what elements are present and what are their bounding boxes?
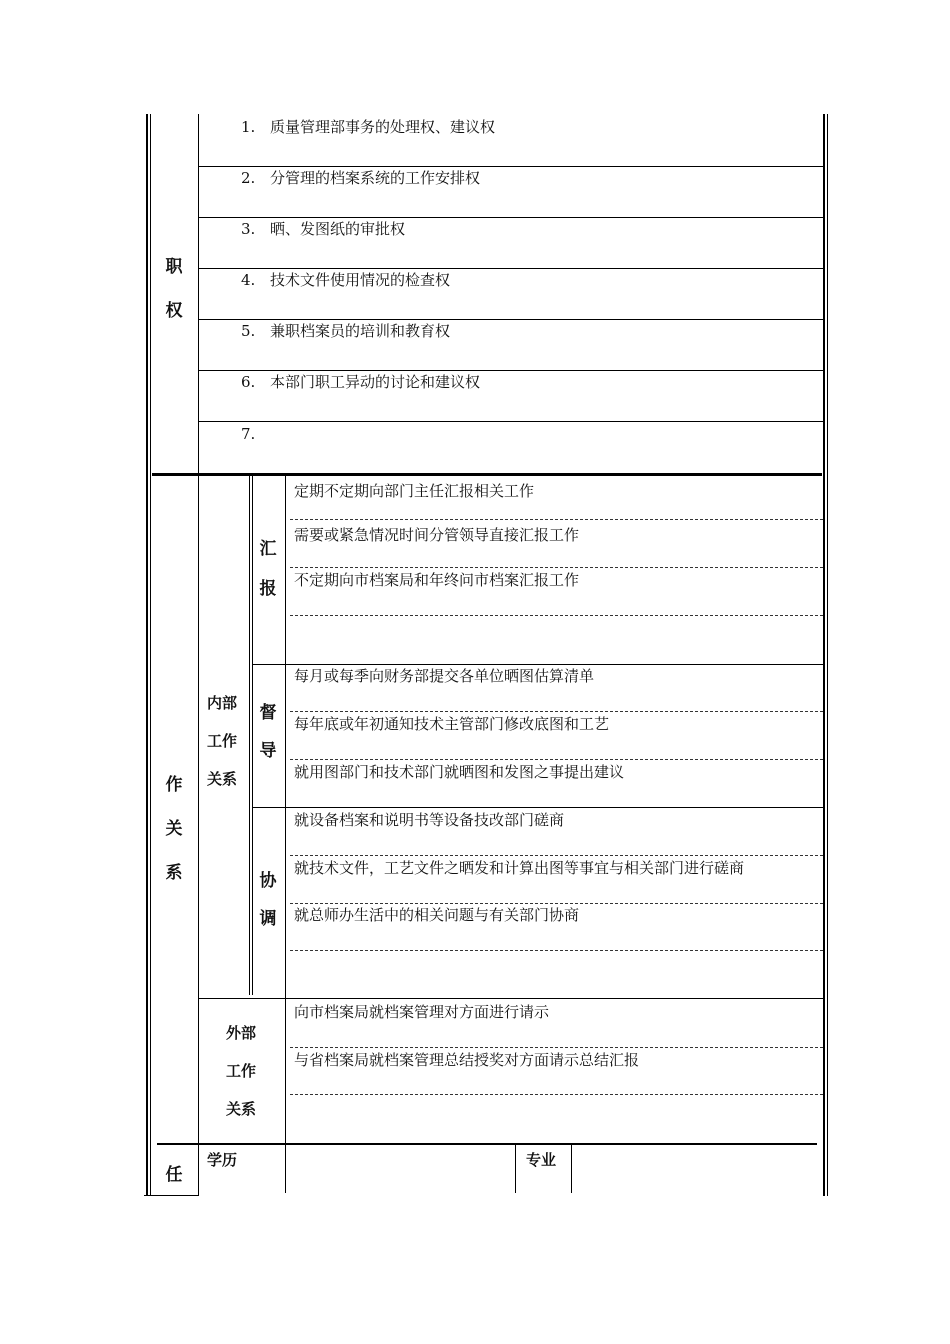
report-label-char: 报 bbox=[259, 579, 277, 599]
rights-item-number: 6. bbox=[241, 373, 256, 391]
supervise-item: 每年底或年初通知技术主管部门修改底图和工艺 bbox=[294, 715, 610, 733]
coordinate-label-char: 协 bbox=[259, 871, 277, 891]
major-label: 专业 bbox=[526, 1151, 557, 1169]
supervise-label bbox=[256, 698, 280, 761]
rights-item-number: 2. bbox=[241, 169, 256, 187]
dashed-divider bbox=[290, 711, 823, 712]
coordinate-item: 就设备档案和说明书等设备技改部门磋商 bbox=[294, 811, 565, 829]
coordinate-item: 就技术文件，工艺文件之晒发和计算出图等事宜与相关部门进行磋商 bbox=[294, 859, 745, 877]
report-item: 定期不定期向部门主任汇报相关工作 bbox=[294, 482, 535, 500]
coordinate-item: 就总师办生活中的相关问题与有关部门协商 bbox=[294, 906, 580, 924]
qualification-cell-divider bbox=[515, 1145, 516, 1193]
supervise-item: 就用图部门和技术部门就晒图和发图之事提出建议 bbox=[294, 763, 625, 781]
qualification-cell-divider bbox=[571, 1145, 572, 1193]
rights-item-text: 晒、发图纸的审批权 bbox=[270, 220, 406, 238]
dashed-divider bbox=[290, 567, 823, 568]
dashed-divider bbox=[290, 1047, 823, 1048]
external-label-line: 外部 bbox=[226, 1024, 257, 1042]
rights-section-label bbox=[162, 252, 186, 321]
external-label-line: 工作 bbox=[226, 1062, 257, 1080]
qualification-top-border bbox=[157, 1143, 817, 1145]
rights-item-text: 本部门职工异动的讨论和建议权 bbox=[270, 373, 481, 391]
rights-label-char: 职 bbox=[165, 257, 183, 277]
frame-right-border bbox=[823, 114, 825, 1196]
frame-right-border-inner bbox=[827, 114, 828, 1196]
content-column-divider bbox=[285, 476, 286, 1145]
external-item: 向市档案局就档案管理对方面进行请示 bbox=[294, 1003, 550, 1021]
report-label bbox=[256, 534, 280, 599]
supervise-label-char: 导 bbox=[259, 741, 277, 761]
rights-item-number: 7. bbox=[241, 425, 256, 443]
external-relations-label bbox=[226, 1014, 256, 1128]
internal-label-line: 关系 bbox=[207, 770, 238, 788]
rights-row-divider bbox=[199, 421, 823, 422]
rights-item-number: 5. bbox=[241, 322, 256, 340]
internal-external-divider bbox=[199, 998, 823, 999]
dashed-divider bbox=[290, 615, 823, 616]
rights-item-text: 分管理的档案系统的工作安排权 bbox=[270, 169, 481, 187]
internal-relations-label bbox=[207, 684, 237, 798]
rights-row-divider bbox=[199, 217, 823, 218]
supervise-item: 每月或每季向财务部提交各单位晒图估算清单 bbox=[294, 667, 595, 685]
frame-bottom bbox=[144, 1195, 199, 1196]
dashed-divider bbox=[290, 903, 823, 904]
rights-item-text: 兼职档案员的培训和教育权 bbox=[270, 322, 451, 340]
label-column-divider bbox=[198, 114, 199, 1196]
rights-row-divider bbox=[199, 370, 823, 371]
qualification-cell-divider bbox=[285, 1145, 286, 1193]
frame-left-border-inner bbox=[150, 114, 151, 1196]
relations-label-char: 系 bbox=[165, 863, 183, 883]
subgroup-divider bbox=[252, 807, 823, 808]
rights-item-number: 1. bbox=[241, 118, 256, 136]
rights-item-number: 4. bbox=[241, 271, 256, 289]
relations-section-label bbox=[162, 770, 186, 883]
report-item: 不定期向市档案局和年终问市档案汇报工作 bbox=[294, 571, 580, 589]
frame-left-border bbox=[146, 114, 148, 1196]
internal-subgroup-divider-inner bbox=[252, 476, 253, 995]
supervise-label-char: 督 bbox=[259, 703, 277, 723]
internal-subgroup-divider bbox=[249, 476, 250, 995]
report-label-char: 汇 bbox=[259, 539, 277, 559]
coordinate-label-char: 调 bbox=[259, 909, 277, 929]
rights-item-text: 技术文件使用情况的检查权 bbox=[270, 271, 451, 289]
coordinate-label bbox=[256, 866, 280, 929]
dashed-divider bbox=[290, 855, 823, 856]
rights-row-divider bbox=[199, 319, 823, 320]
rights-item-text: 质量管理部事务的处理权、建议权 bbox=[270, 118, 496, 136]
dashed-divider bbox=[290, 950, 823, 951]
rights-label-char: 权 bbox=[165, 301, 183, 321]
dashed-divider bbox=[290, 759, 823, 760]
rights-row-divider bbox=[199, 268, 823, 269]
qualification-section-label: 任 bbox=[165, 1165, 183, 1185]
relations-label-char: 关 bbox=[165, 819, 183, 839]
external-item: 与省档案局就档案管理总结授奖对方面请示总结汇报 bbox=[294, 1051, 640, 1069]
rights-item-number: 3. bbox=[241, 220, 256, 238]
internal-label-line: 内部 bbox=[207, 694, 238, 712]
education-label: 学历 bbox=[207, 1151, 238, 1169]
rights-row-divider bbox=[199, 166, 823, 167]
subgroup-divider bbox=[252, 664, 823, 665]
external-label-line: 关系 bbox=[226, 1100, 257, 1118]
relations-label-char: 作 bbox=[165, 775, 183, 795]
report-item: 需要或紧急情况时间分管领导直接汇报工作 bbox=[294, 526, 580, 544]
dashed-divider bbox=[290, 1094, 823, 1095]
internal-label-line: 工作 bbox=[207, 732, 238, 750]
dashed-divider bbox=[290, 519, 823, 520]
